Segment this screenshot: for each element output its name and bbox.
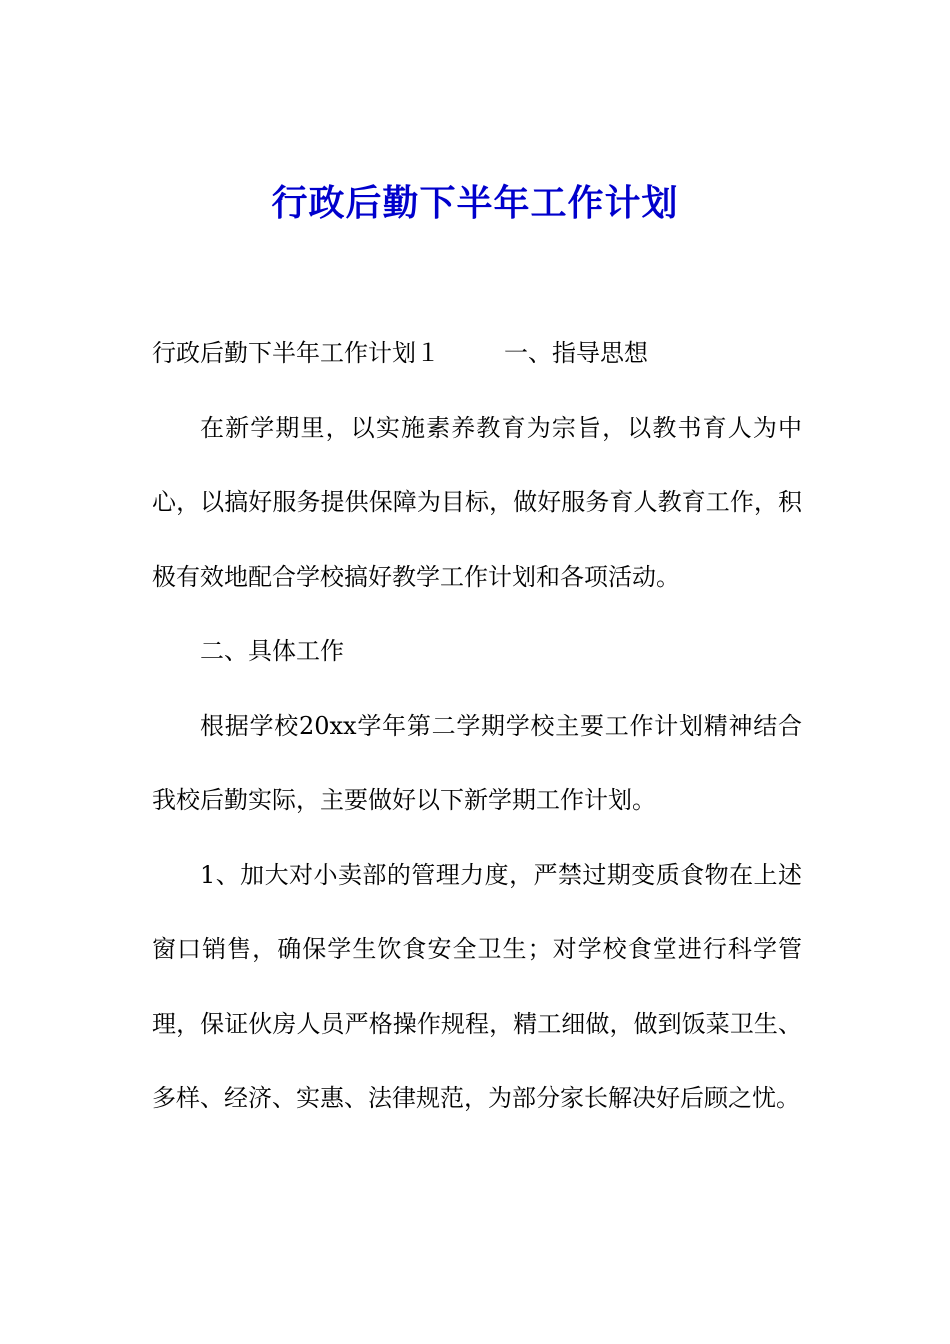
section-heading-guiding-thought: 一、指导思想 [504, 339, 648, 367]
plan-heading-text: 行政后勤下半年工作计划１ [152, 339, 440, 367]
section-heading-specific-work: 二、具体工作 [200, 637, 344, 665]
paragraph-plan-basis: 根据学校20xx学年第二学期学校主要工作计划精神结合我校后勤实际，主要做好以下新学期工作计划。 [152, 711, 802, 814]
document-title: 行政后勤下半年工作计划 [271, 182, 679, 224]
paragraph-guiding-thought: 在新学期里，以实施素养教育为宗旨，以教书育人为中心，以搞好服务提供保障为目标，做好服务育人教育工作，积极有效地配合学校搞好教学工作计划和各项活动。 [152, 413, 802, 591]
first-line [152, 316, 802, 391]
document-body [152, 316, 802, 1136]
paragraph-item-1: 1、加大对小卖部的管理力度，严禁过期变质食物在上述窗口销售，确保学生饮食安全卫生；对学校食堂进行科学管理，保证伙房人员严格操作规程，精工细做，做到饭菜卫生、多样、经济、实惠、法律规范，为部分家长解决好后顾之忧。 [152, 860, 802, 1112]
